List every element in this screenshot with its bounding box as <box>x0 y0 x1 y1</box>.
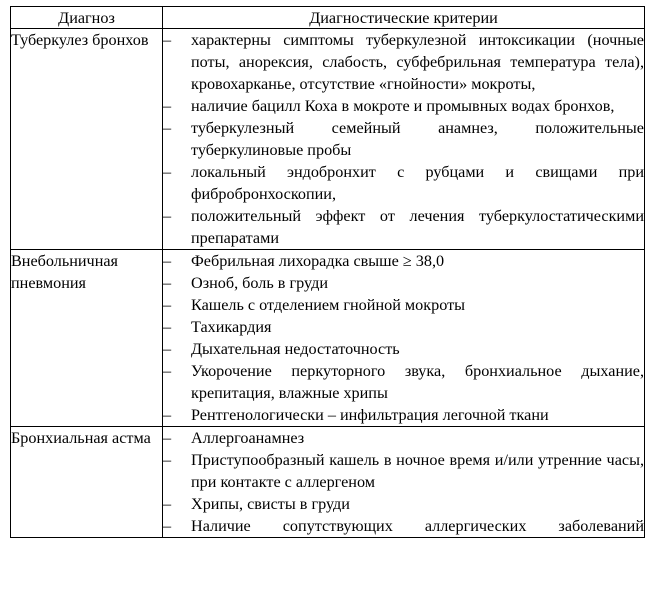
criterion-item <box>163 117 644 161</box>
criterion-text: Озноб, боль в груди <box>191 274 328 292</box>
table-header-row <box>11 7 645 29</box>
dash-marker: – <box>163 362 172 380</box>
dash-marker: – <box>163 517 172 535</box>
dash-marker: – <box>163 495 172 513</box>
criterion-item <box>163 294 644 316</box>
criterion-item <box>163 515 644 537</box>
dash-marker: – <box>163 429 172 447</box>
header-criteria: Диагностические критерии <box>163 7 645 29</box>
criterion-text: Кашель с отделением гнойной мокроты <box>191 296 466 314</box>
criterion-item <box>163 250 644 272</box>
diagnosis-cell: Туберкулез бронхов <box>11 29 163 250</box>
diagnostic-criteria-table <box>10 6 645 538</box>
criterion-text: Рентгенологически – инфильтрация легочной ткани <box>191 406 549 424</box>
dash-marker: – <box>163 274 172 292</box>
criterion-item <box>163 493 644 515</box>
table-row-tuberculosis <box>11 29 645 250</box>
dash-marker: – <box>163 31 172 49</box>
criterion-item <box>163 272 644 294</box>
criterion-text: Тахикардия <box>191 318 272 336</box>
criterion-text: Фебрильная лихорадка свыше ≥ 38,0 <box>191 252 445 270</box>
dash-marker: – <box>163 119 172 137</box>
criteria-list <box>163 250 644 426</box>
diagnosis-cell: Внебольничная пневмония <box>11 250 163 427</box>
criterion-text: характерны симптомы туберкулезной интоксикации (ночные поты, анорексия, слабость, субфебрильная температура тела), кровохарканье, отсутствие «гнойности» мокроты, <box>191 31 644 93</box>
criterion-text: Приступообразный кашель в ночное время и/или утренние часы, при контакте с аллергеном <box>191 451 644 491</box>
criteria-cell <box>163 250 645 427</box>
dash-marker: – <box>163 406 172 424</box>
criteria-list <box>163 427 644 537</box>
criterion-text: Наличие сопутствующих аллергических заболеваний <box>191 517 644 535</box>
criterion-text: Аллергоанамнез <box>191 429 305 447</box>
criterion-text: локальный эндобронхит с рубцами и свищами при фибробронхоскопии, <box>191 163 644 203</box>
diagnosis-cell: Бронхиальная астма <box>11 427 163 538</box>
criterion-item <box>163 29 644 95</box>
criterion-text: Дыхательная недостаточность <box>191 340 400 358</box>
criterion-item <box>163 161 644 205</box>
criteria-cell <box>163 427 645 538</box>
table-row-pneumonia <box>11 250 645 427</box>
criterion-text: Укорочение перкуторного звука, бронхиальное дыхание, крепитация, влажные хрипы <box>191 362 644 402</box>
criterion-text: туберкулезный семейный анамнез, положительные туберкулиновые пробы <box>191 119 644 159</box>
criterion-item <box>163 427 644 449</box>
criterion-item <box>163 338 644 360</box>
criterion-text: наличие бацилл Коха в мокроте и промывных водах бронхов, <box>191 97 615 115</box>
dash-marker: – <box>163 163 172 181</box>
dash-marker: – <box>163 97 172 115</box>
dash-marker: – <box>163 451 172 469</box>
dash-marker: – <box>163 252 172 270</box>
criterion-item <box>163 360 644 404</box>
dash-marker: – <box>163 318 172 336</box>
criterion-item <box>163 205 644 249</box>
criterion-item <box>163 449 644 493</box>
table-row-asthma <box>11 427 645 538</box>
criterion-item <box>163 404 644 426</box>
dash-marker: – <box>163 340 172 358</box>
criterion-text: положительный эффект от лечения туберкулостатическими препаратами <box>191 207 644 247</box>
criterion-item <box>163 95 644 117</box>
dash-marker: – <box>163 296 172 314</box>
criteria-list <box>163 29 644 249</box>
criterion-text: Хрипы, свисты в груди <box>191 495 350 513</box>
criterion-item <box>163 316 644 338</box>
criteria-cell <box>163 29 645 250</box>
dash-marker: – <box>163 207 172 225</box>
header-diagnosis: Диагноз <box>11 7 163 29</box>
